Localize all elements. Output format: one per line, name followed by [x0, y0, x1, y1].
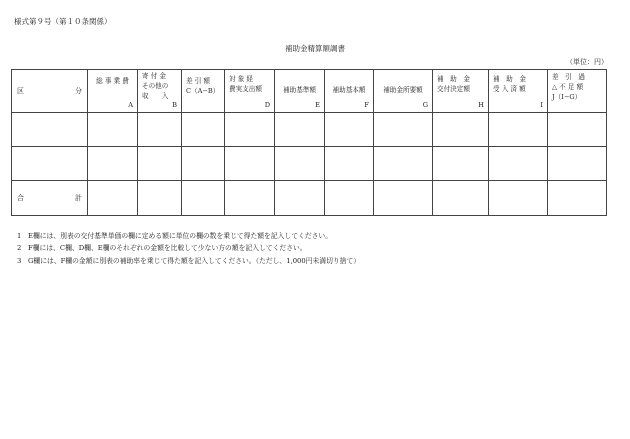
table-cell[interactable] — [548, 113, 607, 147]
table-cell[interactable] — [325, 147, 374, 181]
settlement-table — [11, 69, 607, 216]
note-item — [17, 230, 360, 242]
total-label-right: 計 — [75, 194, 82, 202]
notes — [17, 230, 360, 267]
table-row — [12, 113, 607, 147]
table-cell[interactable] — [88, 147, 138, 181]
header-e-label: 補助基準額 — [283, 86, 316, 94]
table-cell[interactable] — [433, 113, 489, 147]
note-number: 2 — [17, 244, 22, 253]
table-cell[interactable] — [433, 181, 489, 216]
header-e — [275, 70, 325, 113]
note-text: F欄には、C欄、D欄、E欄のそれぞれの金額を比較して少ない方の額を記入してください。 — [28, 244, 307, 253]
header-d — [225, 70, 275, 113]
header-b-letter: B — [172, 101, 177, 109]
header-a — [88, 70, 138, 113]
header-j-label: 差 引 過 △ 不 足 額 J（I−G） — [552, 73, 585, 101]
note-number: 3 — [17, 256, 22, 265]
header-d-label: 対 象 経 費実支出額 — [229, 75, 262, 93]
header-f-label: 補助基本額 — [332, 86, 366, 94]
note-text: E欄には、別表の交付基準単価の欄に定める額に単位の欄の数を乗じて得た額を記入してください。 — [28, 232, 333, 240]
table-row — [12, 147, 607, 181]
header-a-letter: A — [128, 101, 133, 109]
header-a-label: 総 事 業 費 — [96, 77, 129, 85]
note-text: G欄には、F欄の金額に別表の補助率を乗じて得た額を記入してください。（ただし、1,000円未満切り捨て） — [28, 256, 361, 265]
header-f-letter: F — [364, 101, 369, 109]
header-h — [433, 70, 489, 113]
form-number: 様式第９号（第１０条関係） — [14, 17, 112, 26]
table-cell[interactable] — [548, 147, 607, 181]
table-cell[interactable] — [374, 181, 433, 216]
table-cell[interactable] — [374, 113, 433, 147]
header-g-label: 補助金所要額 — [383, 86, 423, 94]
table-cell[interactable] — [182, 181, 225, 216]
header-b — [138, 70, 182, 113]
table-cell[interactable] — [275, 181, 325, 216]
document-title: 補助金精算額調書 — [285, 44, 345, 53]
note-number: 1 — [17, 232, 22, 240]
header-h-letter: H — [478, 101, 484, 109]
table-cell[interactable] — [275, 147, 325, 181]
header-category — [12, 70, 88, 113]
table-cell[interactable] — [548, 181, 607, 216]
header-c — [182, 70, 225, 113]
table-cell[interactable] — [225, 113, 275, 147]
header-e-letter: E — [315, 101, 320, 109]
table-cell[interactable] — [374, 147, 433, 181]
header-f — [325, 70, 374, 113]
total-row — [12, 181, 607, 216]
table-cell[interactable] — [88, 113, 138, 147]
total-label-cell — [12, 181, 88, 216]
header-bun: 分 — [75, 87, 82, 95]
header-b-label: 寄 付 金 その他の 収 入 — [142, 72, 169, 100]
header-ku: 区 — [17, 87, 24, 95]
header-i-label: 補 助 金 受 入 済 額 — [493, 75, 526, 93]
table-cell[interactable] — [325, 181, 374, 216]
header-row — [12, 70, 607, 113]
table-cell[interactable] — [138, 181, 182, 216]
table-cell[interactable] — [12, 113, 88, 147]
table-cell[interactable] — [225, 147, 275, 181]
table-cell[interactable] — [325, 113, 374, 147]
header-j — [548, 70, 607, 113]
unit-label: （単位：円） — [566, 58, 608, 66]
note-item — [17, 255, 360, 267]
table-cell[interactable] — [12, 147, 88, 181]
table-cell[interactable] — [88, 181, 138, 216]
header-h-label: 補 助 金 交付決定額 — [437, 75, 470, 93]
table-cell[interactable] — [138, 113, 182, 147]
header-c-label: 差 引 額 C（A−B） — [186, 77, 220, 95]
table-cell[interactable] — [489, 113, 548, 147]
header-g-letter: G — [422, 101, 428, 109]
table-cell[interactable] — [489, 147, 548, 181]
header-i-letter: I — [540, 101, 543, 109]
header-i — [489, 70, 548, 113]
table-cell[interactable] — [275, 113, 325, 147]
table-cell[interactable] — [182, 113, 225, 147]
table-cell[interactable] — [489, 181, 548, 216]
note-item — [17, 242, 360, 254]
table-cell[interactable] — [225, 181, 275, 216]
total-label-left: 合 — [17, 194, 24, 202]
header-d-letter: D — [264, 101, 270, 109]
table-cell[interactable] — [433, 147, 489, 181]
table-cell[interactable] — [182, 147, 225, 181]
table-cell[interactable] — [138, 147, 182, 181]
header-g — [374, 70, 433, 113]
